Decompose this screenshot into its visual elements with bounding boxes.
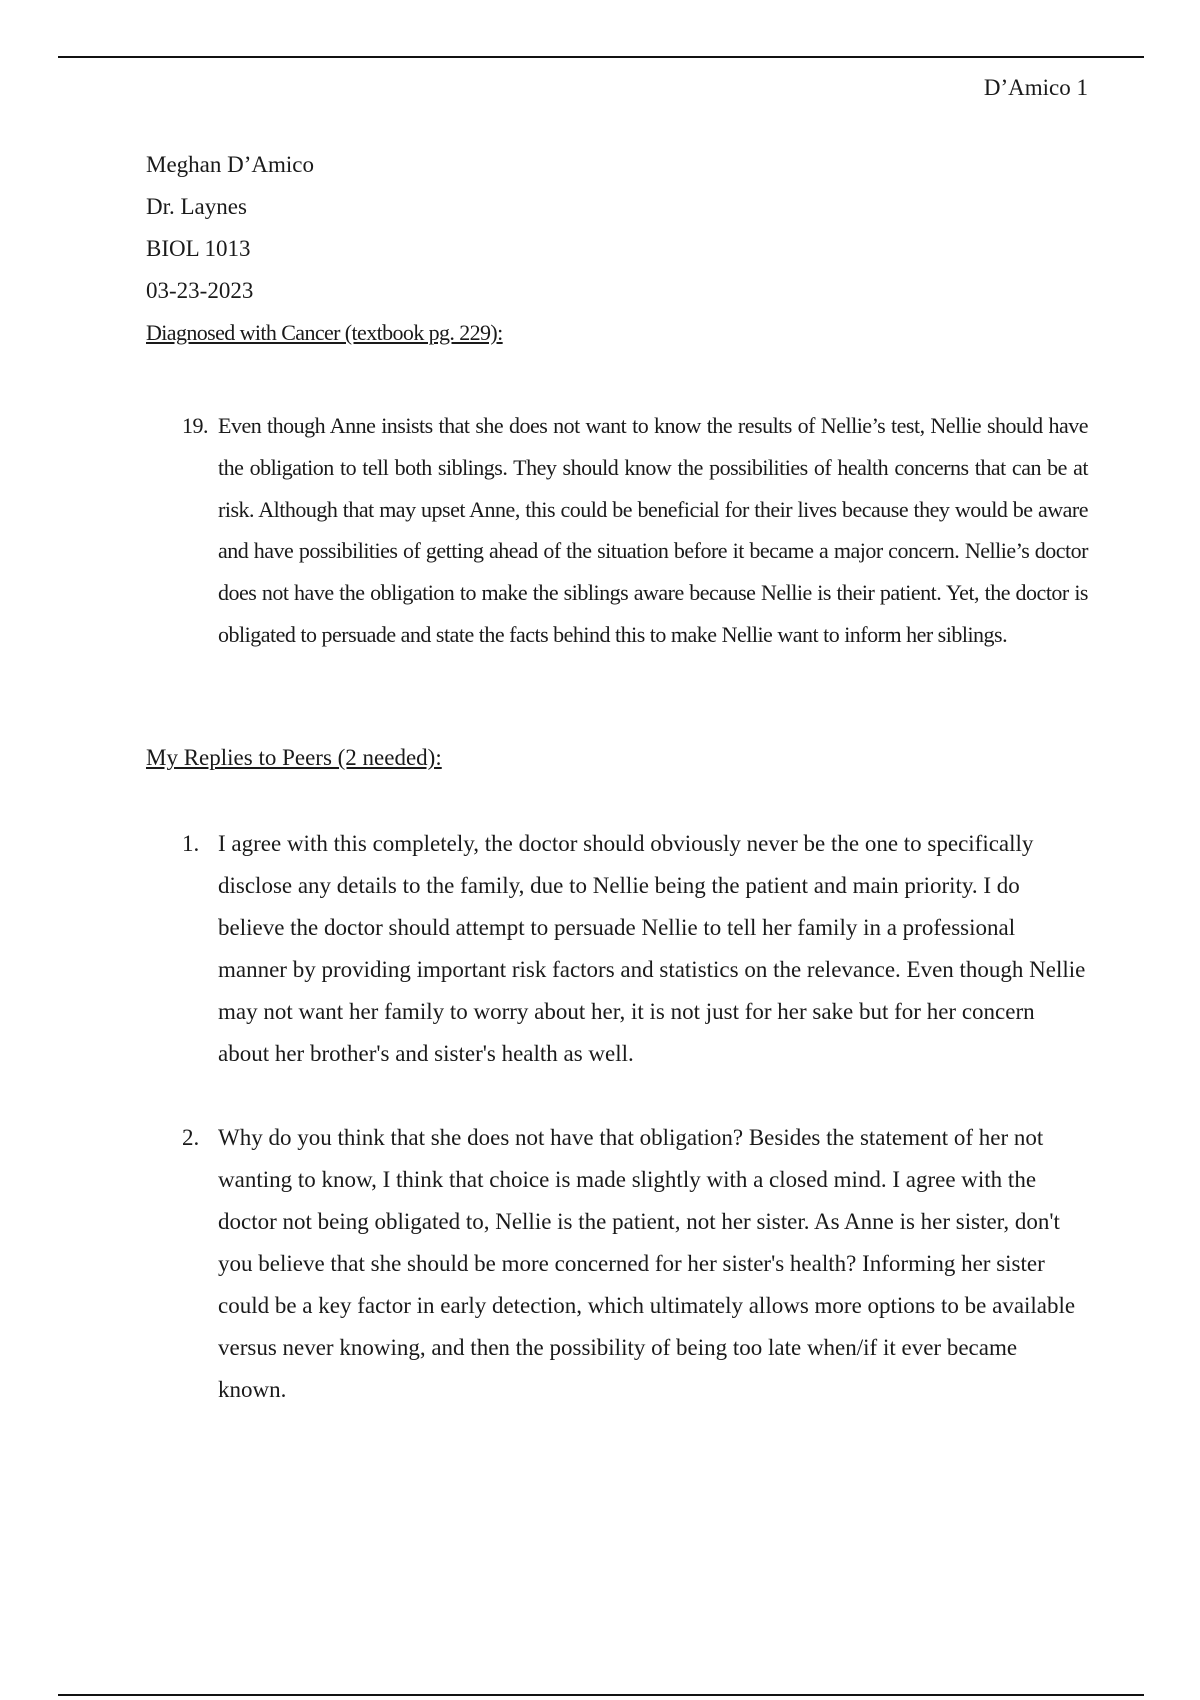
section-title: Diagnosed with Cancer (textbook pg. 229):: [146, 320, 503, 345]
header-block: [146, 144, 503, 354]
reply-number: 2.: [182, 1125, 200, 1150]
reply-text: I agree with this completely, the doctor should obviously never be the one to specifically disclose any details to the family, due to Nellie being the patient and main priority. I do believe the doctor should attempt to persuade Nellie to tell her family in a professional manner by providing important risk factors and statistics on the relevance. Even though Nellie may not want her family to worry about her, it is not just for her sake but for her concern about her brother's and sister's health as well.: [218, 831, 1086, 1066]
answer-text: Even though Anne insists that she does not want to know the results of Nellie’s test, Nellie should have the obligation to tell both siblings. They should know the possibilities of health concerns that can be at risk. Although that may upset Anne, this could be beneficial for their lives because they would be aware and have possibilities of getting ahead of the situation before it became a major concern. Nellie’s doctor does not have the obligation to make the siblings aware because Nellie is their patient. Yet, the doctor is obligated to persuade and state the facts behind this to make Nellie want to inform her siblings.: [218, 413, 1088, 647]
bottom-rule: [58, 1694, 1144, 1696]
reply-item: [182, 823, 1088, 1075]
instructor-name: Dr. Laynes: [146, 194, 247, 219]
course-code: BIOL 1013: [146, 236, 251, 261]
assignment-date: 03-23-2023: [146, 278, 254, 303]
replies-list: [182, 823, 1088, 1411]
student-name: Meghan D’Amico: [146, 152, 314, 177]
answer-item: [182, 405, 1088, 656]
answer-number: 19.: [182, 413, 208, 438]
running-head: D’Amico 1: [983, 75, 1088, 100]
replies-title: My Replies to Peers (2 needed):: [146, 745, 442, 770]
answer-list: [182, 405, 1088, 656]
reply-item: [182, 1117, 1088, 1411]
top-rule: [58, 56, 1144, 58]
reply-text: Why do you think that she does not have that obligation? Besides the statement of her not wanting to know, I think that choice is made slightly with a closed mind. I agree with the doctor not being obligated to, Nellie is the patient, not her sister. As Anne is her sister, don't you believe that she should be more concerned for her sister's health? Informing her sister could be a key factor in early detection, which ultimately allows more options to be available versus never knowing, and then the possibility of being too late when/if it ever became known.: [218, 1125, 1076, 1402]
reply-number: 1.: [182, 831, 200, 856]
